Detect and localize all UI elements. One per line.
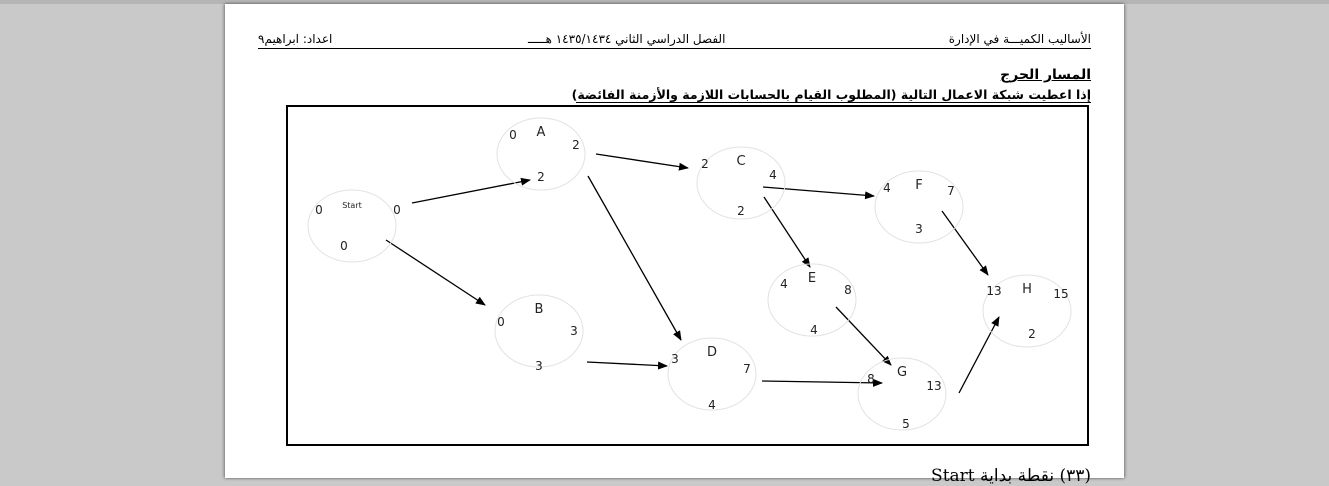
- early-finish-C: 4: [769, 168, 777, 182]
- node-E: [768, 264, 856, 337]
- node-H: [983, 275, 1071, 347]
- early-start-F: 4: [883, 181, 891, 195]
- arrow-start-to-A: [412, 180, 530, 203]
- arrow-A-to-C: [596, 154, 688, 168]
- network-diagram: [288, 107, 1087, 444]
- duration-A: 2: [537, 170, 545, 184]
- early-finish-G: 13: [926, 379, 942, 393]
- node-name-B: B: [534, 302, 544, 317]
- section-title: المسار الحرج: [1000, 67, 1091, 83]
- bottom-partial-text: (٣٣) نقطة بداية Start: [931, 466, 1091, 486]
- duration-C: 2: [737, 204, 745, 218]
- node-name-F: F: [915, 178, 923, 193]
- early-finish-H: 15: [1053, 287, 1069, 301]
- header-course-title: الأساليب الكميـــة في الإدارة: [948, 32, 1091, 46]
- duration-D: 4: [708, 398, 716, 412]
- network-diagram-frame: [286, 105, 1089, 446]
- early-finish-D: 7: [743, 362, 751, 376]
- node-name-G: G: [896, 365, 908, 380]
- early-finish-A: 2: [572, 138, 580, 152]
- node-C: [697, 147, 785, 219]
- question-text: إذا اعطيت شبكة الاعمال التالية (المطلوب القيام بالحسابات اللازمة والأزمنة الفائضة): [571, 87, 1091, 102]
- arrow-F-to-H: [942, 211, 988, 275]
- node-name-A: A: [536, 125, 546, 140]
- arrow-E-to-G: [836, 307, 891, 365]
- node-name-E: E: [807, 271, 817, 286]
- node-name-C: C: [736, 154, 746, 169]
- arrow-B-to-D: [587, 362, 667, 366]
- arrow-A-to-D: [588, 176, 681, 340]
- early-finish-B: 3: [570, 324, 578, 338]
- early-start-C: 2: [701, 157, 709, 171]
- node-start: [308, 190, 401, 262]
- header-rule: [258, 48, 1091, 49]
- question-underline: [576, 102, 1091, 103]
- node-name-D: D: [706, 345, 718, 360]
- early-finish-start: 0: [393, 203, 401, 217]
- node-name-H: H: [1022, 282, 1032, 297]
- arrow-G-to-H: [959, 317, 999, 393]
- node-A: [497, 118, 585, 190]
- duration-B: 3: [535, 359, 543, 373]
- early-start-E: 4: [780, 277, 788, 291]
- duration-E: 4: [810, 323, 818, 337]
- early-start-B: 0: [497, 315, 505, 329]
- node-name-start: Start: [342, 201, 362, 210]
- node-B: [495, 295, 583, 373]
- early-start-A: 0: [509, 128, 517, 142]
- early-start-G: 8: [867, 372, 875, 386]
- document-page: [225, 4, 1124, 486]
- arrow-C-to-E: [764, 197, 810, 267]
- arrow-D-to-G: [762, 381, 882, 383]
- node-G: [858, 358, 946, 431]
- node-F: [875, 171, 963, 243]
- duration-F: 3: [915, 222, 923, 236]
- early-finish-F: 7: [947, 184, 955, 198]
- duration-start: 0: [340, 239, 348, 253]
- arrow-C-to-F: [763, 187, 874, 196]
- early-start-start: 0: [315, 203, 323, 217]
- early-start-D: 3: [671, 352, 679, 366]
- header-author: اعداد: ابراهيم٩: [258, 32, 333, 46]
- duration-G: 5: [902, 417, 910, 431]
- arrow-start-to-B: [386, 240, 485, 305]
- node-D: [668, 338, 756, 412]
- header-semester: الفصل الدراسي الثاني ١٤٣٥/١٤٣٤ هـــــ: [528, 32, 726, 46]
- early-finish-E: 8: [844, 283, 852, 297]
- duration-H: 2: [1028, 327, 1036, 341]
- early-start-H: 13: [986, 284, 1002, 298]
